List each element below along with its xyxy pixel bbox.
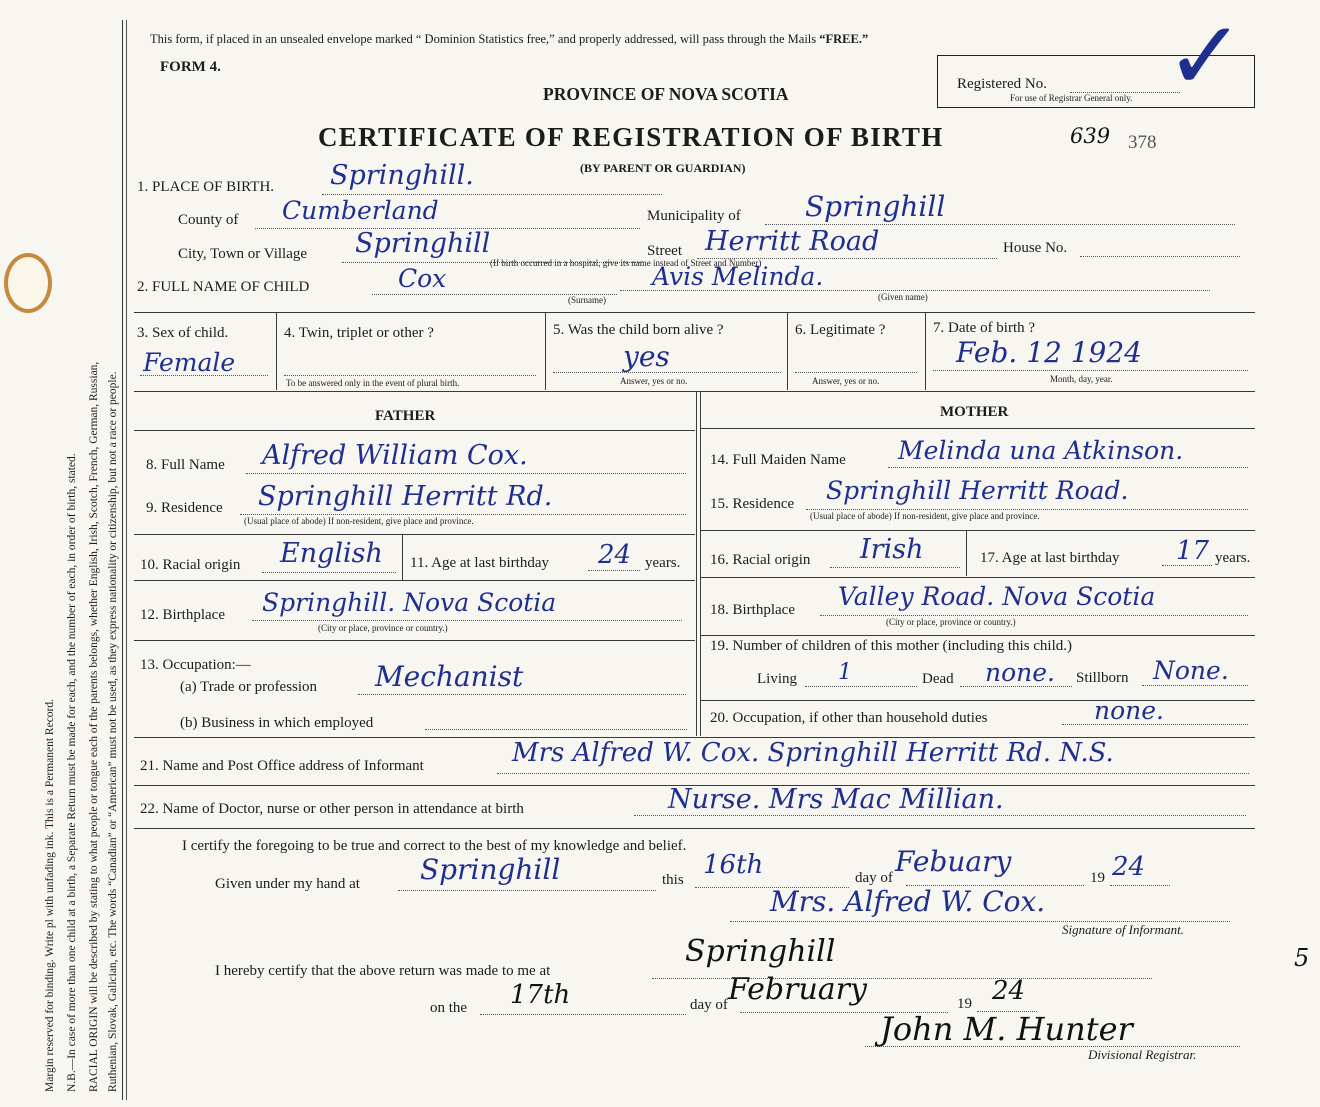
doctor-value: Nurse. Mrs Mac Millian. bbox=[668, 784, 1004, 815]
cert-number-handwritten: 639 bbox=[1070, 124, 1111, 148]
father-name-line bbox=[246, 473, 686, 474]
on-year-value: 24 bbox=[992, 976, 1026, 1006]
mother-residence-line bbox=[806, 509, 1248, 510]
row-top-rule bbox=[134, 312, 1255, 313]
on-the-label: on the bbox=[430, 1000, 468, 1016]
legit-line bbox=[795, 372, 917, 373]
sex-value: Female bbox=[143, 348, 236, 377]
house-label: House No. bbox=[1003, 240, 1068, 256]
father-age-line bbox=[588, 570, 640, 571]
mother-heading: MOTHER bbox=[940, 404, 1009, 420]
doctor-label: 22. Name of Doctor, nurse or other person in attendance at birth bbox=[140, 801, 524, 817]
stillborn-line bbox=[1142, 685, 1248, 686]
father-residence-value: Springhill Herritt Rd. bbox=[258, 481, 553, 512]
registrar-signature: John M. Hunter bbox=[880, 1010, 1133, 1048]
given-hand-label: Given under my hand at bbox=[215, 876, 360, 892]
business-label: (b) Business in which employed bbox=[180, 715, 374, 731]
box-divider-4 bbox=[925, 312, 926, 390]
given-caption: (Given name) bbox=[878, 292, 928, 302]
mother-years-label: years. bbox=[1215, 550, 1251, 566]
father-birthplace-note: (City or place, province or country.) bbox=[318, 623, 448, 633]
informant-line bbox=[497, 773, 1249, 774]
mother-name-value: Melinda una Atkinson. bbox=[898, 436, 1184, 465]
twin-line bbox=[284, 375, 536, 376]
on-month-value: February bbox=[728, 972, 867, 1007]
certify-statement: I certify the foregoing to be true and correct to the best of my knowledge and belief. bbox=[182, 838, 687, 854]
margin-note-1: Margin reserved for binding. Write pl with unfading ink. This is a Permanent Record. bbox=[44, 698, 56, 1092]
mother-race-line bbox=[830, 567, 960, 568]
occupation-label: 13. Occupation:— bbox=[140, 657, 251, 673]
dead-value: none. bbox=[985, 658, 1055, 687]
father-race-divider bbox=[402, 534, 403, 580]
mother-birthplace-note: (City or place, province or country.) bbox=[886, 617, 1016, 627]
given-value: Avis Melinda. bbox=[652, 262, 824, 291]
parents-divider-2 bbox=[700, 391, 701, 736]
twin-note: To be answered only in the event of plural birth. bbox=[286, 378, 460, 388]
day-of-label: day of bbox=[855, 870, 893, 886]
given-at-line bbox=[398, 890, 656, 891]
house-line bbox=[1080, 256, 1240, 257]
mail-note-text: This form, if placed in an unsealed envelope marked “ Dominion Statistics free,” and properly addressed, will pass through the Mails bbox=[150, 32, 817, 46]
mail-free: “FREE.” bbox=[819, 32, 869, 46]
mother-race-divider bbox=[966, 530, 967, 576]
margin-note-2: N.B.—In case of more than one child at a birth, a Separate Return must be made for each, and the number of each, in order of birth, stated. bbox=[66, 453, 78, 1092]
mother-residence-value: Springhill Herritt Road. bbox=[826, 476, 1129, 505]
mother-name-label: 14. Full Maiden Name bbox=[710, 452, 846, 468]
alive-label: 5. Was the child born alive ? bbox=[553, 322, 724, 338]
father-race-value: English bbox=[280, 538, 383, 569]
doctor-rule bbox=[134, 828, 1255, 829]
dob-line bbox=[933, 370, 1248, 371]
informant-value: Mrs Alfred W. Cox. Springhill Herritt Rd. N.S. bbox=[512, 738, 1114, 768]
day-of-2-label: day of bbox=[690, 997, 728, 1013]
mother-birthplace-line bbox=[820, 615, 1248, 616]
on-day-value: 17th bbox=[510, 980, 571, 1010]
father-residence-line bbox=[240, 514, 686, 515]
mother-name-line bbox=[888, 467, 1248, 468]
binding-line bbox=[122, 20, 123, 1100]
this-label: this bbox=[662, 872, 684, 888]
signature-caption: Signature of Informant. bbox=[1062, 922, 1184, 937]
certificate-subtitle: (BY PARENT OR GUARDIAN) bbox=[580, 161, 746, 175]
surname-caption: (Surname) bbox=[568, 295, 606, 305]
father-years-label: years. bbox=[645, 555, 681, 571]
mother-rule-3 bbox=[701, 577, 1255, 578]
legit-label: 6. Legitimate ? bbox=[795, 322, 886, 338]
father-birthplace-label: 12. Birthplace bbox=[140, 607, 225, 623]
checkmark-icon: ✓ bbox=[1165, 0, 1246, 112]
father-rule-2 bbox=[134, 534, 695, 535]
hospital-note: (If birth occurred in a hospital, give its name instead of Street and Number) bbox=[490, 258, 762, 268]
city-value: Springhill bbox=[355, 228, 491, 259]
mother-residence-label: 15. Residence bbox=[710, 496, 795, 512]
alive-value: yes bbox=[623, 340, 670, 373]
living-label: Living bbox=[757, 671, 797, 687]
province-heading: PROVINCE OF NOVA SCOTIA bbox=[543, 84, 789, 104]
mother-rule-1 bbox=[701, 428, 1255, 429]
municipality-value: Springhill bbox=[805, 190, 946, 223]
father-age-label: 11. Age at last birthday bbox=[410, 555, 549, 571]
county-value: Cumberland bbox=[282, 196, 439, 225]
edge-mark: 5 bbox=[1294, 944, 1310, 972]
father-race-line bbox=[262, 572, 396, 573]
doctor-line bbox=[634, 815, 1246, 816]
children-label: 19. Number of children of this mother (including this child.) bbox=[710, 638, 1073, 654]
mother-occupation-label: 20. Occupation, if other than household duties bbox=[710, 710, 988, 726]
living-value: 1 bbox=[838, 660, 852, 685]
dob-value: Feb. 12 1924 bbox=[956, 336, 1142, 369]
given-at-value: Springhill bbox=[420, 853, 561, 886]
father-name-label: 8. Full Name bbox=[146, 457, 225, 473]
trade-line bbox=[358, 694, 686, 695]
mother-rule-2 bbox=[701, 530, 1255, 531]
dob-note: Month, day, year. bbox=[1050, 374, 1113, 384]
father-birthplace-line bbox=[252, 620, 682, 621]
mother-birthplace-label: 18. Birthplace bbox=[710, 602, 795, 618]
parents-top-rule bbox=[134, 391, 1255, 392]
mother-birthplace-value: Valley Road. Nova Scotia bbox=[838, 582, 1156, 611]
trade-value: Mechanist bbox=[375, 660, 524, 693]
father-race-label: 10. Racial origin bbox=[140, 557, 241, 573]
parents-divider bbox=[696, 391, 697, 736]
mother-rule-4 bbox=[701, 635, 1255, 636]
municipality-label: Municipality of bbox=[647, 208, 741, 224]
margin-note-4: Ruthenian, Slovak, Galician, etc. The words “Canadian” or “American” must not be used, as they express nationality or citizenship, but not a race or people. bbox=[107, 371, 119, 1092]
full-name-label: 2. FULL NAME OF CHILD bbox=[137, 279, 310, 295]
business-line bbox=[425, 729, 687, 730]
registrar-caption: Divisional Registrar. bbox=[1088, 1047, 1197, 1062]
box-divider-3 bbox=[787, 312, 788, 390]
given-year-line bbox=[1110, 885, 1170, 886]
cert-number-printed: 378 bbox=[1128, 132, 1157, 153]
hereby-statement: I hereby certify that the above return was made to me at bbox=[215, 963, 551, 979]
mother-age-value: 17 bbox=[1176, 536, 1210, 566]
mother-residence-note: (Usual place of abode) If non-resident, give place and province. bbox=[810, 511, 1040, 521]
informant-signature: Mrs. Alfred W. Cox. bbox=[770, 885, 1046, 918]
stillborn-value: None. bbox=[1153, 656, 1229, 685]
alive-note: Answer, yes or no. bbox=[620, 376, 688, 386]
county-label: County of bbox=[178, 212, 239, 228]
registered-label: Registered No. bbox=[957, 76, 1047, 92]
father-age-value: 24 bbox=[598, 540, 632, 570]
father-residence-label: 9. Residence bbox=[146, 500, 223, 516]
mother-occupation-value: none. bbox=[1094, 696, 1164, 725]
city-label: City, Town or Village bbox=[178, 246, 308, 262]
place-value: Springhill. bbox=[330, 160, 474, 191]
given-month-value: Febuary bbox=[895, 845, 1012, 878]
on-day-line bbox=[480, 1014, 686, 1015]
father-residence-note: (Usual place of abode) If non-resident, give place and province. bbox=[244, 516, 474, 526]
father-name-value: Alfred William Cox. bbox=[262, 440, 528, 471]
mother-race-value: Irish bbox=[860, 534, 924, 565]
box-divider-2 bbox=[545, 312, 546, 390]
place-label: 1. PLACE OF BIRTH. bbox=[137, 179, 275, 195]
margin-note-3: RACIAL ORIGIN will be described by stating to what people or tongue each of the parents belongs, whether English, Irish, Scotch, French, German, Russian, bbox=[88, 361, 100, 1092]
mother-race-label: 16. Racial origin bbox=[710, 552, 811, 568]
year-prefix-2-label: 19 bbox=[957, 996, 972, 1012]
dead-label: Dead bbox=[922, 671, 954, 687]
trade-label: (a) Trade or profession bbox=[180, 679, 318, 695]
mother-rule-5 bbox=[701, 700, 1255, 701]
mail-note bbox=[150, 32, 868, 47]
father-rule-3 bbox=[134, 580, 695, 581]
stillborn-label: Stillborn bbox=[1076, 670, 1129, 686]
father-rule-4 bbox=[134, 640, 695, 641]
binding-hole bbox=[4, 253, 52, 313]
municipality-line bbox=[765, 224, 1235, 225]
informant-label: 21. Name and Post Office address of Informant bbox=[140, 758, 424, 774]
legit-note: Answer, yes or no. bbox=[812, 376, 880, 386]
box-divider-1 bbox=[276, 312, 277, 390]
given-year-value: 24 bbox=[1112, 852, 1146, 882]
father-heading: FATHER bbox=[375, 408, 436, 424]
street-label: Street bbox=[647, 243, 682, 259]
place-line bbox=[322, 194, 662, 195]
living-line bbox=[805, 686, 917, 687]
sex-label: 3. Sex of child. bbox=[137, 325, 229, 341]
dob-label: 7. Date of birth ? bbox=[933, 320, 1036, 336]
certificate-title: CERTIFICATE OF REGISTRATION OF BIRTH bbox=[318, 122, 944, 152]
surname-value: Cox bbox=[398, 264, 447, 293]
mother-age-label: 17. Age at last birthday bbox=[980, 550, 1120, 566]
street-value: Herritt Road bbox=[705, 226, 880, 257]
made-at-value: Springhill bbox=[685, 934, 836, 969]
form-number: FORM 4. bbox=[160, 59, 221, 75]
father-rule-1 bbox=[134, 430, 695, 431]
registered-note: For use of Registrar General only. bbox=[1010, 93, 1133, 103]
binding-line-inner bbox=[126, 20, 127, 1100]
given-day-value: 16th bbox=[703, 850, 764, 880]
twin-label: 4. Twin, triplet or other ? bbox=[284, 325, 434, 341]
year-prefix-label: 19 bbox=[1090, 870, 1105, 886]
made-at-line bbox=[652, 978, 1152, 979]
father-birthplace-value: Springhill. Nova Scotia bbox=[262, 588, 557, 617]
